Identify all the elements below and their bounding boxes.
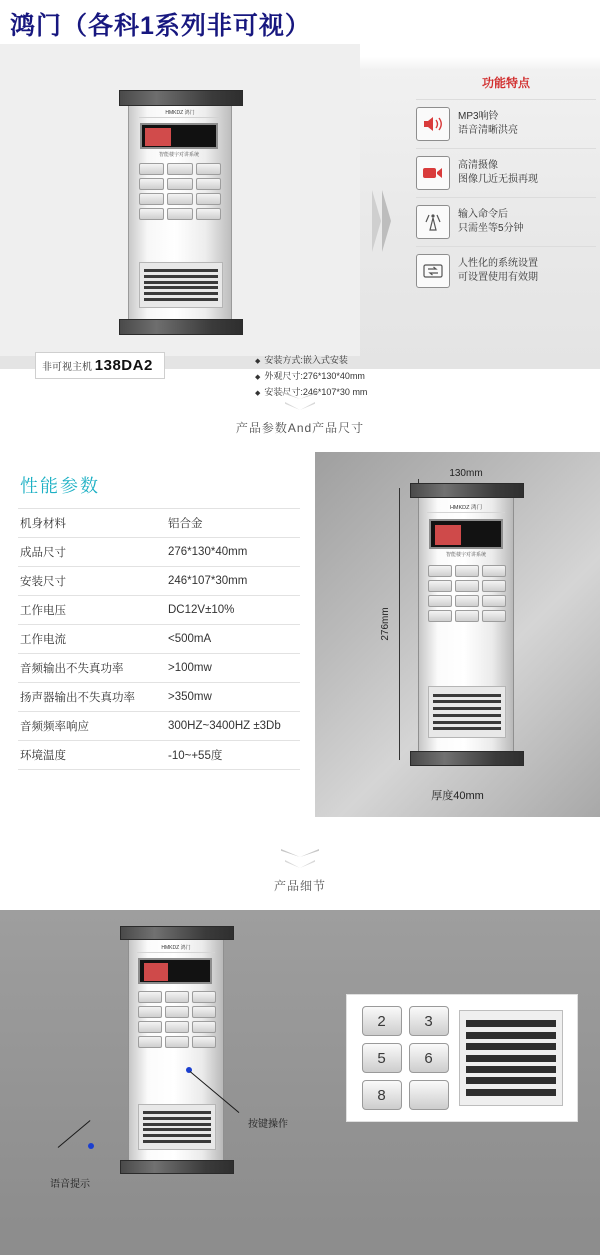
speaker-icon: [416, 107, 450, 141]
keypad-key: [167, 208, 192, 220]
device-top-cap: [410, 483, 524, 498]
callout-voice: [50, 1175, 90, 1190]
divider-label-detail: 产品细节: [273, 879, 326, 893]
page-header: [0, 0, 600, 44]
feature-line2: 只需坐等5分钟: [458, 223, 524, 234]
product-device-detail: [128, 935, 224, 1165]
table-row: [18, 712, 300, 741]
callout-leader: [58, 1120, 91, 1148]
zoom-key-blank: [409, 1080, 449, 1110]
thickness-label: 厚度40mm: [431, 790, 484, 802]
model-label: 非可视主机: [42, 362, 92, 373]
feature-line2: 语音清晰洪亮: [458, 125, 518, 136]
keypad-key: [192, 1021, 216, 1033]
keypad-key: [482, 595, 506, 607]
keypad-key: [455, 610, 479, 622]
feature-line1: 高清摄像: [458, 160, 498, 171]
device-keypad: [139, 163, 221, 220]
device-bottom-cap: [120, 1160, 234, 1174]
callout-voice-label: 语音提示: [50, 1179, 90, 1190]
device-screen-label: 智能楼宇对讲系统: [445, 552, 486, 558]
spec-value: DC12V±10%: [158, 596, 300, 625]
spec-value: >100mw: [158, 654, 300, 683]
keypad-key: [196, 178, 221, 190]
feature-item-camera: [416, 148, 596, 197]
spec-key: 环境温度: [18, 741, 158, 770]
keypad-key: [196, 208, 221, 220]
spec-value: -10~+55度: [158, 741, 300, 770]
zoom-key: 8: [362, 1080, 402, 1110]
height-label: 276mm: [380, 607, 392, 641]
brand-main: 鸿门: [10, 12, 63, 40]
callout-keypad: [248, 1115, 288, 1130]
device-speaker-grille: [138, 1104, 216, 1150]
zoom-key: 6: [409, 1043, 449, 1073]
keypad-key: [196, 163, 221, 175]
spec-key: 机身材料: [18, 509, 158, 538]
table-row: [18, 625, 300, 654]
detail-zoom-card: [346, 994, 578, 1122]
spec-value: 276*130*40mm: [158, 538, 300, 567]
keypad-key: [455, 580, 479, 592]
keypad-key: [428, 580, 452, 592]
device-screen-label: 智能楼宇对讲系统: [158, 152, 199, 158]
keypad-key: [167, 193, 192, 205]
model-badge: [35, 352, 165, 379]
keypad-key: [139, 178, 164, 190]
hero-spec-item: ◆ 安装尺寸:246*107*30 mm: [255, 385, 367, 401]
model-code: 138DA2: [94, 357, 153, 374]
device-lcd-screen: [138, 958, 212, 984]
callout-dot: [88, 1143, 94, 1149]
feature-text: [458, 159, 538, 187]
feature-line1: 人性化的系统设置: [458, 258, 538, 269]
hero-section: [0, 44, 600, 397]
keypad-key: [482, 565, 506, 577]
product-device-front: [128, 100, 232, 325]
table-row: [18, 596, 300, 625]
table-row: [18, 741, 300, 770]
section-divider-2: [0, 827, 600, 877]
footer-spacer: [0, 1225, 600, 1255]
keypad-key: [482, 580, 506, 592]
feature-text: [458, 257, 538, 285]
chevron-down-icon: [285, 402, 315, 410]
zoom-speaker-grille: [459, 1010, 563, 1106]
spec-key: 安装尺寸: [18, 567, 158, 596]
keypad-key: [138, 991, 162, 1003]
spec-key: 音频频率响应: [18, 712, 158, 741]
spec-key: 工作电流: [18, 625, 158, 654]
device-speaker-grille: [139, 262, 223, 308]
keypad-key: [167, 178, 192, 190]
callout-keypad-label: 按键操作: [248, 1119, 288, 1130]
device-lcd-screen: [429, 519, 503, 549]
spec-table-wrap: [0, 452, 315, 770]
divider-label-params: 产品参数And产品尺寸: [235, 421, 365, 435]
feature-line2: 图像几近无损再现: [458, 174, 538, 185]
device-keypad: [428, 565, 506, 622]
feature-item-settings: [416, 246, 596, 295]
height-measure-line: [399, 488, 400, 760]
zoom-key: 2: [362, 1006, 402, 1036]
keypad-key: [482, 610, 506, 622]
keypad-key: [196, 193, 221, 205]
signal-tower-icon: [416, 205, 450, 239]
spec-value: <500mA: [158, 625, 300, 654]
keypad-key: [455, 595, 479, 607]
features-panel: [416, 74, 596, 295]
keypad-key: [165, 1036, 189, 1048]
spec-value: 246*107*30mm: [158, 567, 300, 596]
feature-text: [458, 110, 518, 138]
table-row: [18, 654, 300, 683]
spec-key: 扬声器输出不失真功率: [18, 683, 158, 712]
device-keypad: [138, 991, 216, 1048]
keypad-key: [192, 1036, 216, 1048]
keypad-key: [138, 1006, 162, 1018]
keypad-key: [167, 163, 192, 175]
keypad-key: [428, 565, 452, 577]
device-logo: HMKDZ 鸿门: [137, 944, 215, 953]
device-logo: HMKDZ 鸿门: [139, 109, 221, 118]
hero-spec-list: [215, 353, 367, 401]
feature-line2: 可设置使用有效期: [458, 272, 538, 283]
device-top-cap: [119, 90, 243, 106]
device-speaker-grille: [428, 686, 506, 738]
arrow-right-icon: [372, 190, 398, 252]
feature-item-mp3: [416, 99, 596, 148]
device-top-cap: [120, 926, 234, 940]
keypad-key: [192, 991, 216, 1003]
feature-line1: 输入命令后: [458, 209, 508, 220]
feature-line1: MP3响铃: [458, 111, 499, 122]
product-device-dimension: [418, 492, 514, 757]
spec-key: 成品尺寸: [18, 538, 158, 567]
dimension-photo-pane: [315, 452, 600, 817]
settings-exchange-icon: [416, 254, 450, 288]
spec-key: 工作电压: [18, 596, 158, 625]
table-row: [18, 538, 300, 567]
table-row: [18, 683, 300, 712]
keypad-key: [138, 1036, 162, 1048]
spec-title: 性能参数: [20, 476, 100, 496]
table-row: [18, 509, 300, 538]
keypad-key: [165, 1006, 189, 1018]
features-title: 功能特点: [481, 76, 530, 90]
chevron-down-icon: [285, 860, 315, 868]
feature-item-signal: [416, 197, 596, 246]
detail-section: [0, 910, 600, 1225]
device-bottom-cap: [119, 319, 243, 335]
keypad-key: [428, 595, 452, 607]
device-logo: HMKDZ 鸿门: [427, 503, 505, 513]
zoom-key: 3: [409, 1006, 449, 1036]
keypad-key: [192, 1006, 216, 1018]
spec-value: 铝合金: [158, 509, 300, 538]
keypad-key: [138, 1021, 162, 1033]
keypad-key: [165, 991, 189, 1003]
camera-icon: [416, 156, 450, 190]
table-row: [18, 567, 300, 596]
brand-title: [10, 6, 311, 42]
brand-series: （各科1系列非可视）: [62, 12, 311, 40]
hero-spec-item: ◆ 外观尺寸:276*130*40mm: [255, 369, 367, 385]
keypad-key: [139, 208, 164, 220]
feature-text: [458, 208, 524, 236]
device-bottom-cap: [410, 751, 524, 766]
width-label: 130mm: [449, 468, 483, 479]
keypad-key: [139, 193, 164, 205]
spec-value: 300HZ~3400HZ ±3Db: [158, 712, 300, 741]
keypad-key: [139, 163, 164, 175]
hero-spec-item: ◆ 安装方式:嵌入式安装: [255, 353, 367, 369]
height-measure: [381, 488, 405, 760]
spec-key: 音频输出不失真功率: [18, 654, 158, 683]
device-lcd-screen: [140, 123, 218, 149]
zoom-key: 5: [362, 1043, 402, 1073]
keypad-key: [165, 1021, 189, 1033]
keypad-key: [455, 565, 479, 577]
zoom-keypad: [362, 1006, 449, 1110]
chevron-down-icon: [281, 849, 319, 857]
spec-section: [0, 452, 600, 827]
keypad-key: [428, 610, 452, 622]
spec-value: >350mw: [158, 683, 300, 712]
spec-table: [18, 508, 300, 770]
